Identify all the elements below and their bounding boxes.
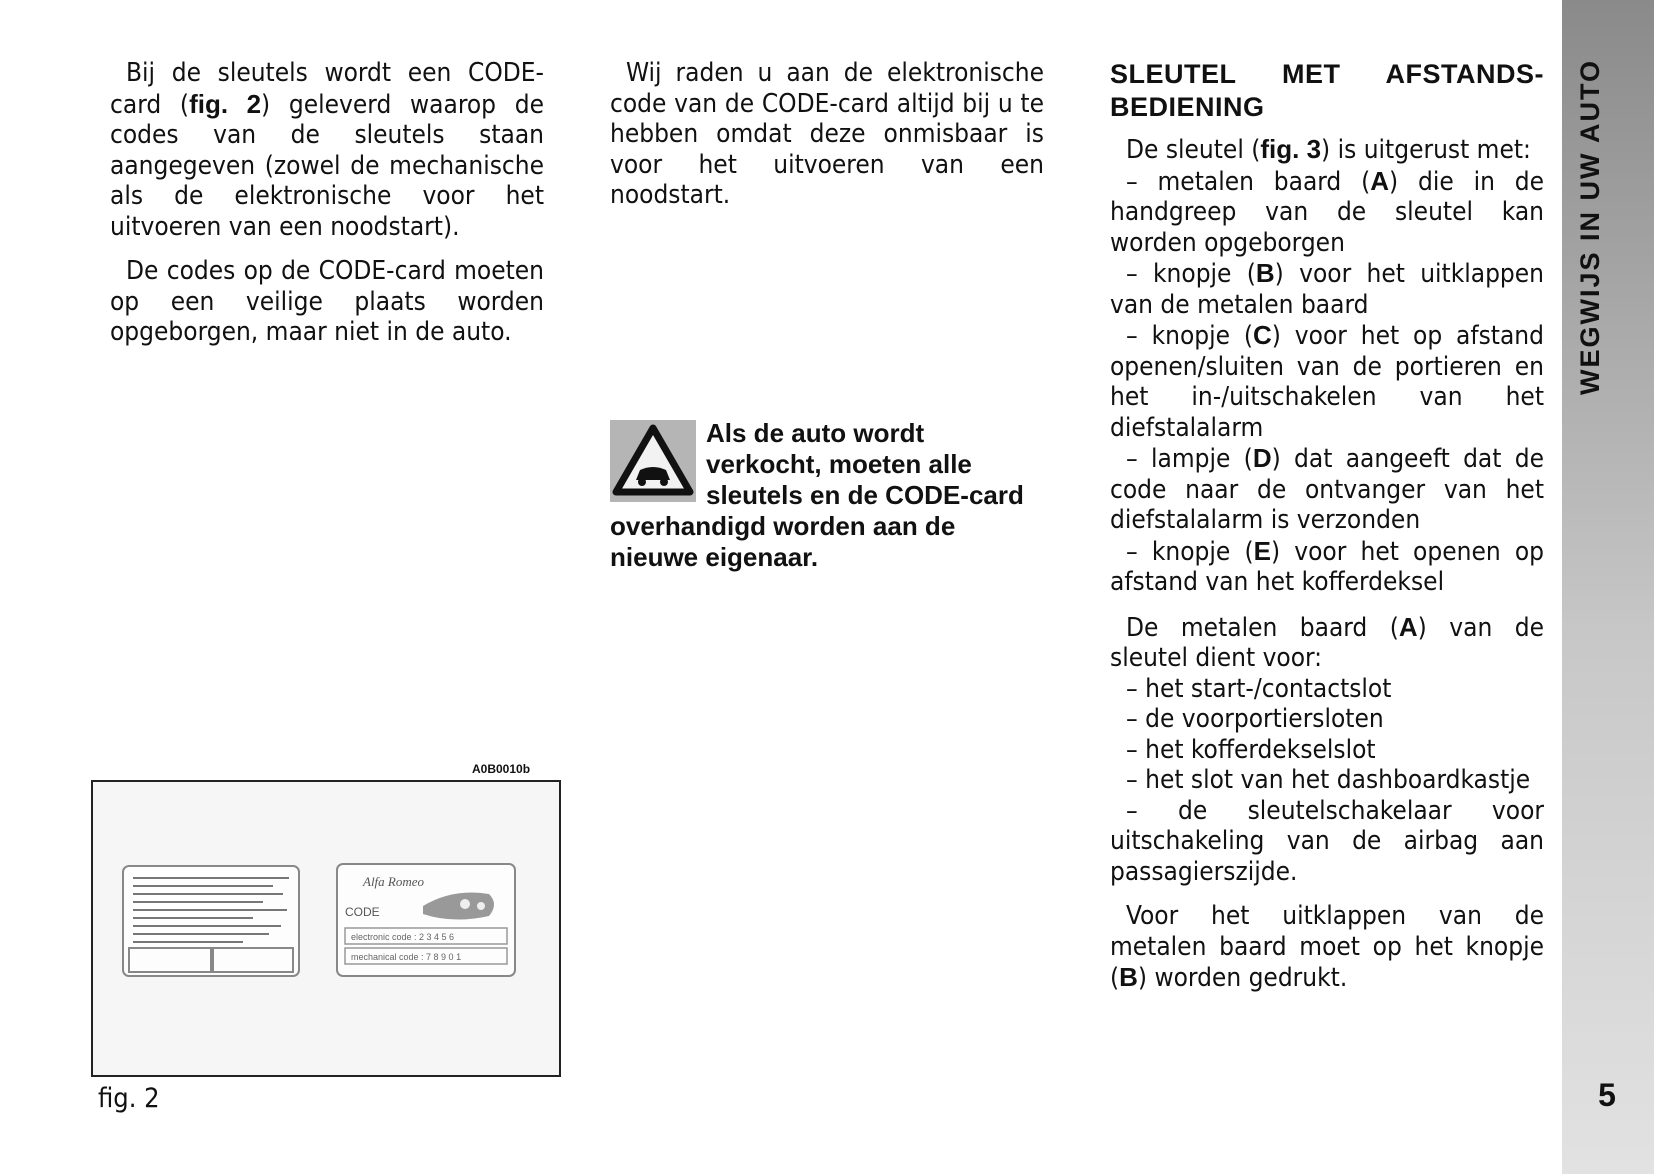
column-3 bbox=[1110, 58, 1544, 994]
list-item: – knopje (B) voor het uitklappen van de metalen baard bbox=[1110, 258, 1545, 320]
chapter-title: WEGWIJS IN UW AUTO bbox=[1575, 59, 1605, 395]
list-item: – het slot van het dashboardkastje bbox=[1126, 765, 1531, 795]
list-item: – de sleutelschakelaar voor uitschakeling van de airbag aan passagierszijde. bbox=[1110, 795, 1544, 887]
card-mechanical-code: mechanical code : 7 8 9 0 1 bbox=[351, 952, 462, 962]
figure-reference: fig. 2 bbox=[189, 88, 262, 119]
warning-text: Als de auto wordt verkocht, moeten alle sleutels en de CODE-card overhandigd worden aan de nieuwe eigenaar. bbox=[610, 418, 1024, 572]
paragraph-key-intro: De sleutel (fig. 3) is uitgerust met: bbox=[1126, 134, 1531, 165]
column-1 bbox=[110, 58, 544, 348]
key-button-icon bbox=[477, 902, 485, 910]
warning-box bbox=[610, 418, 1044, 573]
paragraph-unfold-blade: Voor het uitklappen van de metalen baard moet op het knopje (B) worden gedrukt. bbox=[1110, 901, 1544, 993]
figure-caption: fig. 2 bbox=[98, 1083, 160, 1114]
list-item: – knopje (C) voor het op afstand openen/sluiten van de portieren en het in-/uitschakelen van het diefstalalarm bbox=[1110, 320, 1544, 443]
paragraph-blade-use: De metalen baard (A) van de sleutel dient voor: bbox=[1110, 611, 1544, 673]
figure-code-card bbox=[91, 780, 561, 1077]
code-card-illustration bbox=[93, 782, 559, 1075]
figure-reference: fig. 3 bbox=[1260, 134, 1322, 164]
paragraph-code-card: Bij de sleutels wordt een CODE-card (fig. 2) geleverd waarop de codes van de sleutels staan aangegeven (zowel de mechanische als de elektronische voor het uitvoeren van een noodstart). bbox=[110, 58, 545, 242]
list-item: – lampje (D) dat aangeeft dat de code naar de ontvanger van het diefstalalarm is verzonden bbox=[1110, 443, 1544, 535]
card-brand: Alfa Romeo bbox=[363, 874, 425, 889]
blade-uses-list bbox=[1110, 674, 1544, 888]
list-item: – het kofferdekselslot bbox=[1126, 734, 1376, 765]
list-item: – metalen baard (A) die in de handgreep van de sleutel kan worden opgeborgen bbox=[1110, 165, 1544, 258]
key-features-list bbox=[1110, 166, 1544, 598]
warning-car-icon bbox=[610, 420, 696, 502]
code-card-back bbox=[123, 866, 299, 976]
page-number: 5 bbox=[1598, 1077, 1616, 1113]
column-2 bbox=[610, 58, 1044, 211]
list-item: – de voorportiersloten bbox=[1126, 704, 1384, 734]
figure-code: A0B0010b bbox=[472, 762, 531, 776]
paragraph-storage: De codes op de CODE-card moeten op een veilige plaats worden opgeborgen, maar niet in de auto. bbox=[110, 256, 544, 347]
card-electronic-code: electronic code : 2 3 4 5 6 bbox=[351, 932, 455, 942]
card-code-label: CODE bbox=[345, 905, 380, 919]
list-item: – het start-/contactslot bbox=[1126, 673, 1392, 704]
list-item: – knopje (E) voor het openen op afstand van het kofferdeksel bbox=[1110, 535, 1545, 597]
code-card-front bbox=[337, 864, 515, 976]
paragraph-electronic-code: Wij raden u aan de elektronische code van de CODE-card altijd bij u te hebben omdat deze onmisbaar is voor het uitvoeren van een noodstart. bbox=[610, 58, 1044, 210]
section-heading: SLEUTEL MET AFSTANDS-BEDIENING bbox=[1110, 59, 1544, 122]
key-button-icon bbox=[460, 899, 470, 909]
